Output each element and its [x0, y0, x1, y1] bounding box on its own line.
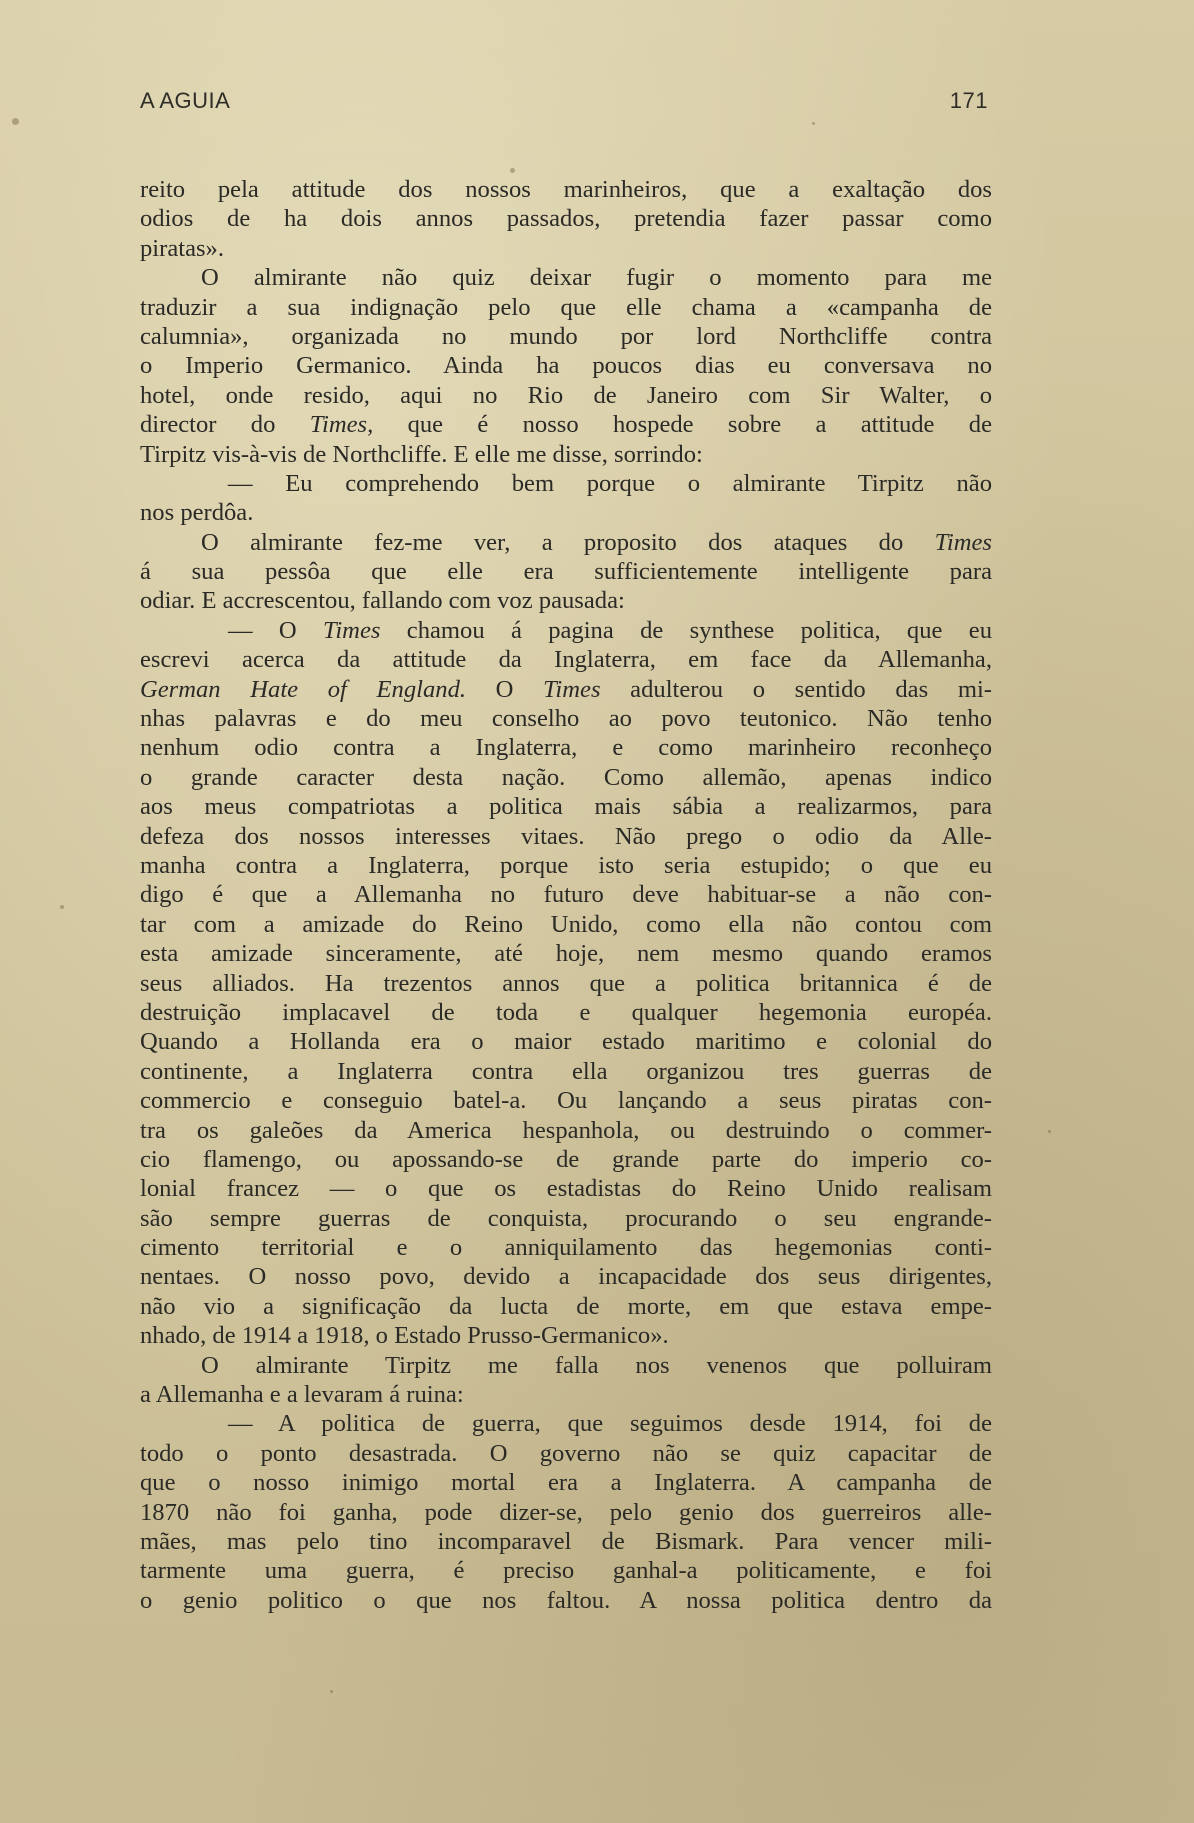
italic-text: Times	[934, 528, 992, 556]
text-line: o genio politico o que nos faltou. A nossa politica dentro da	[140, 1586, 992, 1614]
text-run: — O	[228, 616, 324, 644]
paper-speck	[510, 168, 515, 173]
text-line: que o nosso inimigo mortal era a Inglaterra. A campanha de	[140, 1469, 992, 1497]
text-line: odios de ha dois annos passados, pretendia fazer passar como	[140, 205, 992, 233]
text-line: O almirante não quiz deixar fugir o momento para me	[201, 264, 992, 292]
text-line: não vio a significação da lucta de morte, em que estava empe-	[140, 1292, 992, 1320]
text-line: — Eu comprehendo bem porque o almirante Tirpitz não	[228, 469, 992, 497]
text-line: o grande caracter desta nação. Como allemão, apenas indico	[140, 763, 992, 791]
text-run: O almirante fez-me ver, a proposito dos ataques do	[201, 528, 935, 556]
paper-speck	[60, 905, 64, 909]
text-line: seus alliados. Ha trezentos annos que a politica britannica é de	[140, 969, 992, 997]
italic-text: German Hate of England.	[140, 675, 467, 703]
text-line: manha contra a Inglaterra, porque isto seria estupido; o que eu	[140, 851, 992, 879]
text-line	[140, 410, 992, 439]
text-line: nenhum odio contra a Inglaterra, e como marinheiro reconheço	[140, 734, 992, 762]
body-text	[140, 175, 992, 1615]
text-line: nhado, de 1914 a 1918, o Estado Prusso-Germanico».	[140, 1322, 669, 1350]
italic-text: Times	[323, 616, 381, 644]
text-line: mães, mas pelo tino incomparavel de Bismark. Para vencer mili-	[140, 1527, 992, 1555]
text-line: são sempre guerras de conquista, procurando o seu engrande-	[140, 1204, 992, 1232]
text-line: á sua pessôa que elle era sufficientemente intelligente para	[140, 558, 992, 586]
text-line: a Allemanha e a levaram á ruina:	[140, 1381, 464, 1409]
text-line: o Imperio Germanico. Ainda ha poucos dias eu conversava no	[140, 352, 992, 380]
text-line: esta amizade sinceramente, até hoje, nem mesmo quando eramos	[140, 940, 992, 968]
text-line	[140, 675, 992, 704]
text-line: digo é que a Allemanha no futuro deve habituar-se a não con-	[140, 881, 992, 909]
text-line: nentaes. O nosso povo, devido a incapacidade dos seus dirigentes,	[140, 1263, 992, 1291]
text-line: nos perdôa.	[140, 499, 254, 527]
text-line: — A politica de guerra, que seguimos desde 1914, foi de	[228, 1410, 992, 1438]
text-run: director do	[140, 411, 310, 439]
text-line	[140, 616, 992, 645]
text-line	[140, 528, 992, 557]
text-line: piratas».	[140, 234, 225, 262]
paper-speck	[330, 1690, 333, 1693]
text-line: O almirante Tirpitz me falla nos venenos que polluiram	[201, 1351, 992, 1379]
text-line: cio flamengo, ou apossando-se de grande parte do imperio co-	[140, 1145, 992, 1173]
text-line: lonial francez — o que os estadistas do Reino Unido realisam	[140, 1175, 992, 1203]
text-line: hotel, onde resido, aqui no Rio de Janeiro com Sir Walter, o	[140, 381, 992, 409]
text-line: tra os galeões da America hespanhola, ou destruindo o commer-	[140, 1116, 992, 1144]
text-line: cimento territorial e o anniquilamento das hegemonias conti-	[140, 1234, 992, 1262]
text-line: Tirpitz vis-à-vis de Northcliffe. E elle me disse, sorrindo:	[140, 440, 703, 468]
running-head	[140, 88, 988, 118]
paper-speck	[12, 118, 19, 125]
text-line: escrevi acerca da attitude da Inglaterra, em face da Allemanha,	[140, 646, 992, 674]
page-number: 171	[949, 88, 988, 113]
text-line: defeza dos nossos interesses vitaes. Não prego o odio da Alle-	[140, 822, 992, 850]
italic-text: Times,	[309, 411, 374, 439]
text-run: adulterou o sentido das mi-	[600, 675, 992, 703]
text-run: O	[466, 675, 544, 703]
text-line: calumnia», organizada no mundo por lord Northcliffe contra	[140, 322, 992, 350]
paper-speck	[1048, 1130, 1051, 1133]
text-line: tar com a amizade do Reino Unido, como ella não contou com	[140, 910, 992, 938]
text-line: commercio e conseguio batel-a. Ou lançando a seus piratas con-	[140, 1087, 992, 1115]
text-line: todo o ponto desastrada. O governo não se quiz capacitar de	[140, 1439, 992, 1467]
text-line: odiar. E accrescentou, fallando com voz pausada:	[140, 587, 625, 615]
text-line: destruição implacavel de toda e qualquer hegemonia européa.	[140, 998, 992, 1026]
text-line: reito pela attitude dos nossos marinheiros, que a exaltação dos	[140, 176, 992, 203]
text-run: chamou á pagina de synthese politica, que eu	[380, 616, 992, 644]
paper-speck	[812, 122, 815, 125]
text-line: continente, a Inglaterra contra ella organizou tres guerras de	[140, 1057, 992, 1085]
text-line: nhas palavras e do meu conselho ao povo teutonico. Não tenho	[140, 705, 992, 733]
text-line: traduzir a sua indignação pelo que elle chama a «campanha de	[140, 293, 992, 321]
running-title: A AGUIA	[140, 88, 231, 113]
text-line: aos meus compatriotas a politica mais sábia a realizarmos, para	[140, 793, 992, 821]
text-line: Quando a Hollanda era o maior estado maritimo e colonial do	[140, 1028, 992, 1056]
text-run: que é nosso hospede sobre a attitude de	[373, 411, 992, 439]
italic-text: Times	[543, 675, 601, 703]
text-line: 1870 não foi ganha, pode dizer-se, pelo genio dos guerreiros alle-	[140, 1498, 992, 1526]
text-line: tarmente uma guerra, é preciso ganhal-a politicamente, e foi	[140, 1557, 992, 1585]
